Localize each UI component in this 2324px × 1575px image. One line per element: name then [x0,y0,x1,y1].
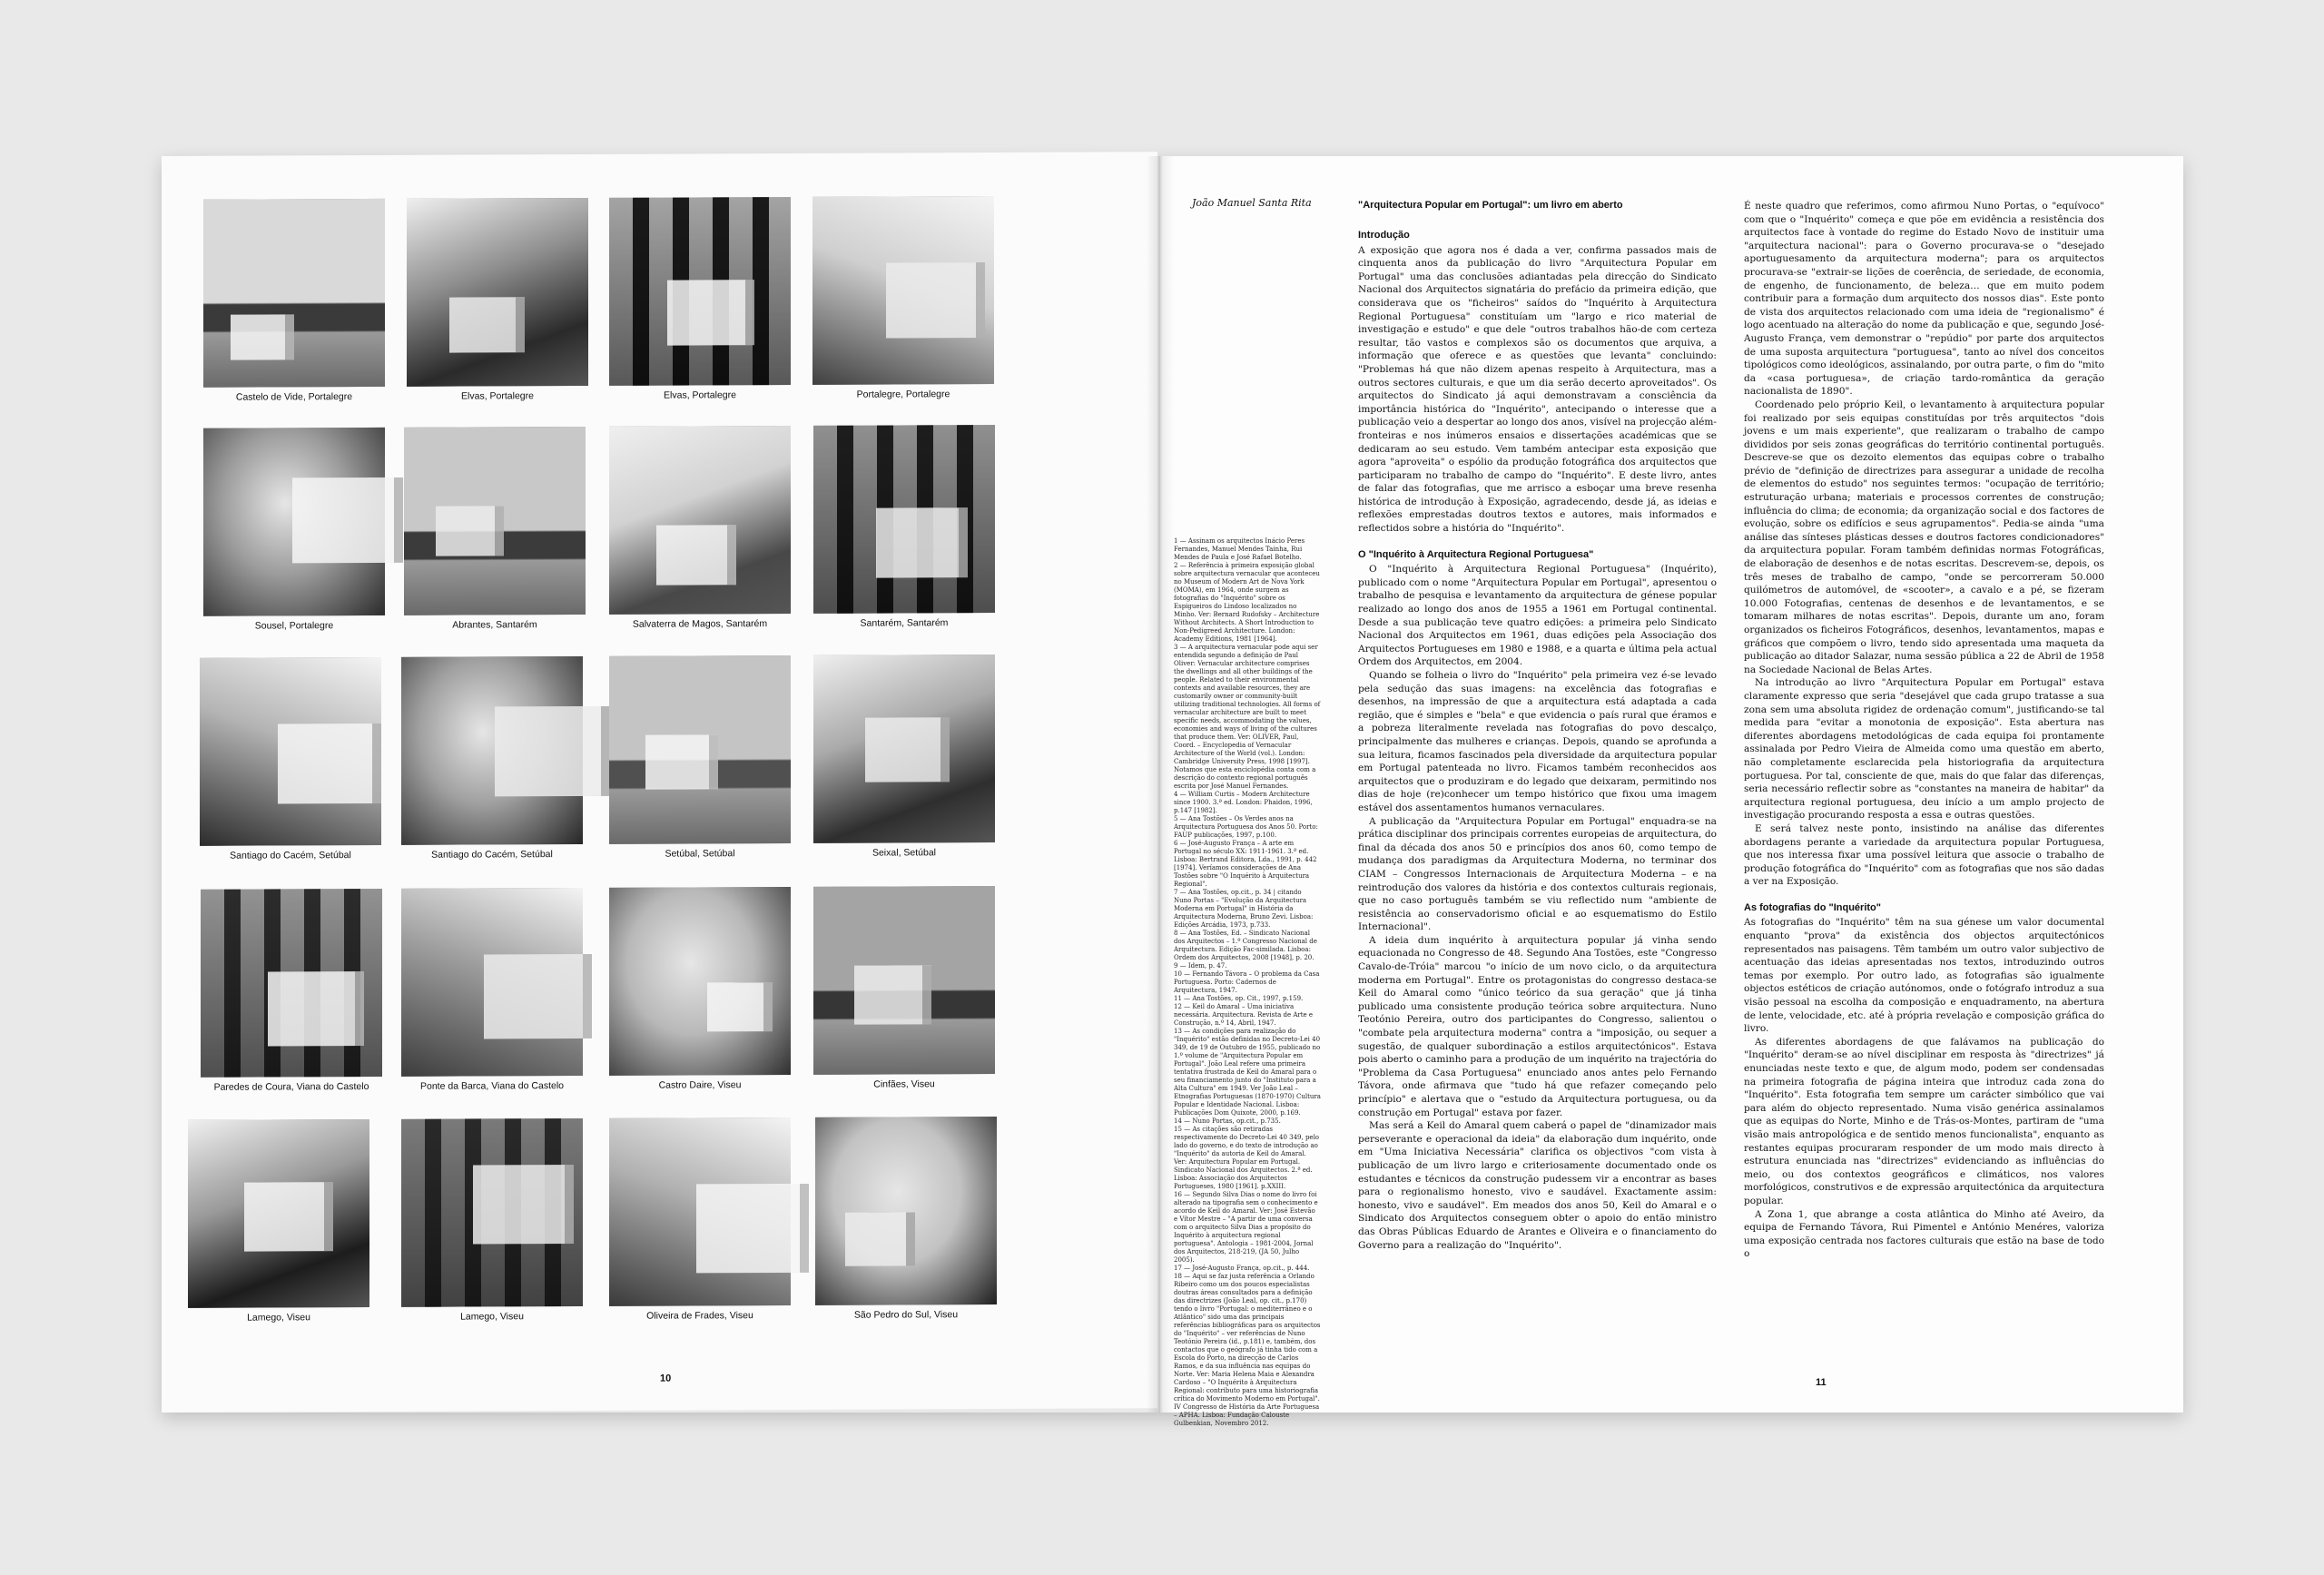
author-name: João Manuel Santa Rita [1192,197,1312,209]
text-column-2 [1744,200,2104,1261]
photo-caption: Lamego, Viseu [247,1312,310,1324]
paragraph: A Zona 1, que abrange a costa atlântica do Minho até Aveiro, da equipa de Fernando Távora, Rui Pimentel e António Menéres, valoriza uma exposição centrada nos factores culturais que estão na base de todo o [1744,1208,2104,1260]
photo-caption: Castro Daire, Viseu [658,1079,742,1091]
footnote: 15 — As citações são retiradas respectivamente do Decreto-Lei 40 349, pelo lado do governo, e do texto de introdução ao "Inquérito" da autoria de Keil do Amaral. Ver: Arquitectura Popular em Portugal. Sindicato Nacional dos Arquitectos. 2.ª ed. Lisboa: Associação dos Arquitectos Portugueses, 1980 [1961]. p.XXIII. [1174,1126,1320,1190]
paragraph: O "Inquérito à Arquitectura Regional Portuguesa" (Inquérito), publicado com o nome "Arquitectura Popular em Portugal", apresentou o trabalho de pesquisa e levantamento da arquitectura de génese popular realizado ao longo dos anos de 1955 a 1961 em Portugal continental. Desde a sua publicação teve quatro edições: a primeira pelo Sindicato Nacional dos Arquitectos em 1961, duas edições pela Associação dos Arquitectos Portugueses em 1980 e 1988, e a quarta e última pela actual Ordem dos Arquitectos, em 2004. [1358,564,1717,668]
paragraph: As diferentes abordagens de que falávamos na publicação do "Inquérito" deram-se ao nível disciplinar em resposta às "directrizes" já enunciadas neste texto e que, de algum modo, podem ser condensadas na primeira fotografia de página inteira que introduz cada zona do "Inquérito". Esta fotografia tem sempre um carácter simbólico que vai para além do objecto representado. Numa visão genérica assinalamos que as equipas do Norte, Minho e de Trás-os-Montes, partiram de "uma visão mais antropológica e de sentido menos funcionalista", enquanto as restantes equipas procuraram responder de um modo mais directo à estrutura enunciada nas "directrizes" evidenciando as influências do meio, ou dos contextos geográficos e climáticos, nos valores morfológicos, construtivos e de expressão arquitectónica da arquitectura popular. [1744,1036,2104,1206]
photo-9 [200,657,381,846]
paragraph: E será talvez neste ponto, insistindo na análise das diferentes abordagens perante a variedade da arquitectura popular Portuguesa, que nos interessa fixar uma possível leitura que associe o trabalho de produção fotográfica do "Inquérito" com as fotografias que nos são dadas a ver na Exposição. [1744,822,2104,888]
photo-caption: Lamego, Viseu [460,1311,524,1323]
footnote: 3 — A arquitectura vernacular pode aqui ser entendida segundo a definição de Paul Oliver: Vernacular architecture comprises the dwellings and all other buildings of the people. Related to their environmental contexts and available resources, they are customarily owner or community-built utilizing traditional technologies. All forms of vernacular architecture are built to meet specific needs, accommodating the values, economies and ways of living of the cultures that produce them. Ver: OLIVER, Paul, Coord. – Encyclopedia of Vernacular Architecture of the World (vol.). London: Cambridge University Press, 1998 [1997]. Notamos que esta enciclopédia conta com a descrição do contexto regional português escrita por José Manuel Fernandes. [1174,644,1321,790]
photo-caption: Castelo de Vide, Portalegre [235,391,353,403]
footnote: 2 — Referência à primeira exposição global sobre arquitectura vernacular que aconteceu no Museum of Modern Art de Nova York (MOMA), em 1964, onde surgem as fotografias do "Inquérito" sobre os Espigueiros do Lindoso localizados no Minho. Ver: Bernard Rudofsky – Architecture Without Architects. A Short Introduction to Non-Pedigreed Architecture. London: Academy Editions, 1981 [1964]. [1174,562,1320,643]
paragraph: A publicação da "Arquitectura Popular em Portugal" enquadra-se na prática disciplinar dos principais correntes europeias de arquitectura, do final da década dos anos 50 e princípios dos anos 60, como tempo de mudança dos paradigmas da Arquitectura Moderna, no terminar dos CIAM – Congressos Internacionais de Arquitectura Moderna – e na reintrodução dos valores da história e dos contextos culturais regionais, que no caso português também se viu reflectido num "ambiente de resistência ao conservadorismo oficial e ao esquematismo do Estilo Internacional". [1358,815,1717,933]
photo-caption: São Pedro do Sul, Viseu [853,1309,959,1321]
photo-14 [401,888,583,1077]
footnote: 9 — Idem, p. 47. [1174,962,1227,970]
photo-5 [203,428,385,616]
building-shape [865,717,950,782]
photo-15 [609,887,791,1076]
photo-caption: Cinfães, Viseu [873,1078,935,1090]
photo-caption: Santarém, Santarém [860,617,949,629]
photo-caption: Santiago do Cacém, Setúbal [230,850,351,861]
footnote: 7 — Ana Tostões, op.cit., p. 34 | citando Nuno Portas – "Evolução da Arquitectura Moderna em Portugal" in História da Arquitectura Moderna, Bruno Zevi. Lisboa: Edições Arcádia, 1973, p.733. [1174,889,1314,929]
footnote: 17 — José-Augusto França, op.cit., p. 444. [1174,1265,1310,1272]
building-shape [292,477,403,564]
photo-grid [162,152,1157,1324]
building-shape [707,982,773,1031]
building-shape [667,280,754,345]
building-shape [278,724,381,803]
photo-6 [404,427,586,615]
section-heading: Introdução [1358,230,1410,241]
footnote: 14 — Nuno Portas, op.cit., p.735. [1174,1117,1281,1125]
building-shape [886,262,985,338]
building-shape [484,954,592,1039]
photo-10 [401,656,583,845]
footnote: 16 — Segundo Silva Dias o nome do livro foi alterado na tipografia sem o conhecimento e acordo de Keil do Amaral. Ver: José Estevão e Vítor Mestre – "A partir de uma conversa com o arquitecto Silva Dias a propósito do Inquérito à arquitectura regional portuguesa". Antologia – 1981-2004, Jornal dos Arquitectos, 218-219, (JA 50, Julho 2005). [1174,1191,1318,1264]
photo-image [407,198,588,387]
footnote: 11 — Ana Tostões, op. Cit., 1997, p.159. [1174,995,1304,1002]
photo-caption: Oliveira de Frades, Viseu [646,1310,753,1322]
photo-caption: Salvaterra de Magos, Santarém [632,618,768,630]
building-shape [854,965,931,1024]
photo-image [609,887,791,1076]
paragraph: Coordenado pelo próprio Keil, o levantamento à arquitectura popular foi realizado por seis equipas constituídas por três arquitectos "dois jovens e um mais experiente", que realizaram o trabalho de campo divididos por seis zonas geográficas do território continental português. Descreve-se que os dezoito elementos das equipas cobre o trabalho prévio de "definição de directrizes para assegurar a unidade de recolha de elementos do estudo" nos seguintes termos: "ocupação de território; estruturação urbana; materiais e processos correntes de construção; influência do clima; de economia; da organização social e dos factores de evolução, sobre os edifícios e seus agrupamentos". Pedia-se ainda "uma análise das sínteses plásticas desses e doutros factores condicionadores" da arquitectura popular. Foram também definidas normas Fotográficas, de elaboração de desenhos e de notas escritas. Descrevem-se, depois, os três meses de trabalho de campo, "onde se percorreram 50.000 quilómetros de automóvel, de «scooter», a cavalo e a pé, se fizeram 10.000 Fotografias, centenas de desenhos e de levantamentos, e se tomaram milhares de notas escritas". Depois, durante um ano, foram organizados os ficheiros Fotográficos, desenhos, levantamentos, mapas e gráficos que compõem o livro, tendo sido apresentada uma maqueta da publicação ao ditador Salazar, numa sessão pública a 22 de Abril de 1958 na Sociedade Nacional de Belas Artes. [1744,399,2104,675]
footnote: 4 — William Curtis – Modern Architecture since 1900. 3.ª ed. London: Phaidon, 1996, p.147 [1982]. [1174,791,1313,814]
magazine-spread [162,156,2183,1427]
photo-13 [201,889,382,1078]
left-page [162,152,1157,1413]
photo-caption: Seixal, Setúbal [872,847,937,859]
building-shape [268,971,364,1046]
photo-1 [203,199,385,388]
building-shape [845,1212,915,1265]
photo-16 [813,886,995,1075]
photo-image [609,426,791,615]
building-shape [876,507,968,577]
paragraph: Quando se folheia o livro do "Inquérito" pela primeira vez é-se levado pela sedução das suas imagens: na excelência das fotografias e desenhos, na impressão de que a arquitectura está adaptada a cada região, que é simples e "bela" e que evidencia o país rural que éramos e a pobreza literalmente revelada nas fotografias do povo descalço, principalmente das mulheres e crianças. Depois, quando se aprofunda a sua leitura, ficamos fascinados pela diversidade da arquitectura popular em Portugal patenteada no livro. Ficamos também reconhecidos aos arquitectos que o produziram e do legado que deixaram, permitindo nos dias de hoje (re)conhecer um tempo histórico que fixou uma imagem estável dos assentamentos humanos vernaculares. [1358,670,1717,813]
footnote: 12 — Keil do Amaral – Uma iniciativa necessária. Arquitectura. Revista de Arte e Construção, n.º 14, Abril, 1947. [1174,1003,1314,1027]
building-shape [645,734,718,789]
photo-18 [401,1118,583,1307]
photo-caption: Abrantes, Santarém [452,619,537,631]
paragraph: Mas será a Keil do Amaral quem caberá o papel de "dinamizador mais perseverante e operacional da ideia" da elaboração dum inquérito, onde em "Uma Iniciativa Necessária" clarifica os objectivos "com vista à publicação de um livro largo e criteriosamente documentado onde os estudantes e técnicos da construção pudessem vir a encontrar as bases para o regionalismo honesto, vivo e saudável. Exactamente assim: honesto, vivo e saudável". Em meados dos anos 50, Keil do Amaral e o Sindicato dos Arquitectos conseguem obter o apoio do então ministro das Obras Públicas Eduardo de Arantes e Oliveira e o financiamento do Governo para a realização do "Inquérito". [1358,1120,1717,1251]
footnote: 13 — As condições para realização do "Inquérito" estão definidas no Decreto-Lei 40 349, de 19 de Outubro de 1955, publicado no 1.º volume de "Arquitectura Popular em Portugal". João Leal refere uma primeira tentativa frustrada de Keil do Amaral para o seu financiamento junto do "Instituto para a Alta Cultura" em 1949. Ver João Leal – Etnografias Portuguesas (1870-1970) Cultura Popular e Identidade Nacional. Lisboa: Publicações Dom Quixote, 2000, p.169. [1174,1028,1321,1117]
footnote: 5 — Ana Tostões – Os Verdes anos na Arquitectura Portuguesa dos Anos 50. Porto: FAUP publicações, 1997, p.100. [1174,815,1318,839]
photo-caption: Setúbal, Setúbal [665,848,735,860]
paragraph: Na introdução ao livro "Arquitectura Popular em Portugal" estava claramente expresso que seria "desejável que cada grupo tratasse a sua zona sem uma absoluta rigidez de ordenação comum", justificando-se tal medida para "evitar a monotonia de exposição". Esta abertura nas diferentes abordagens metodológicas de cada equipa foi prontamente assinalada por Pedro Vieira de Almeida como uma questão em aberto, não completamente esclarecida pela historiografia da arquitectura portuguesa. Por tal, consciente de que, mais do que falar das diferenças, seria necessário reflectir sobre as "constantes na maneira de habitar" da arquitectura regional portuguesa, deu início a um amplo projecto de investigação procurando resposta a essa e outras questões. [1744,677,2104,822]
photo-20 [815,1117,997,1305]
text-column-1 [1358,216,1717,1252]
building-shape [696,1184,809,1274]
photo-caption: Paredes de Coura, Viana do Castelo [213,1081,369,1093]
building-shape [231,314,294,359]
photo-caption: Santiago do Cacém, Setúbal [431,849,553,861]
photo-2 [407,198,588,387]
paragraph: As fotografias do "Inquérito" têm na sua génese um valor documental enquanto "prova" da existência dos objectos arquitectónicos representados nas paisagens. Têm também um outro valor subjectivo de acentuação das ideias apresentadas nos textos, introduzindo outros temas por exemplo. Por outro lado, as fotografias são igualmente objectos estéticos de criação autónomos, onde o fotógrafo introduz a sua visão pessoal na escolha da composição e enquadramento, na abertura de lente, velocidade, etc. até à própria revelação e composição gráfica do livro. [1744,917,2104,1035]
footnotes [1174,537,1321,1427]
photo-11 [609,655,791,844]
building-shape [449,297,525,352]
section-heading: O "Inquérito à Arquitectura Regional Portuguesa" [1358,548,1594,560]
photo-7 [609,426,791,615]
article-title: "Arquitectura Popular em Portugal": um livro em aberto [1358,200,1623,211]
photo-8 [813,425,995,614]
photo-caption: Sousel, Portalegre [254,620,334,632]
photo-caption: Portalegre, Portalegre [856,389,950,400]
paragraph: A exposição que agora nos é dada a ver, confirma passados mais de cinquenta anos da publicação do livro "Arquitectura Popular em Portugal" uma das conclusões adiantadas pela direcção do Sindicato Nacional dos Arquitectos signatária do prefácio da primeira edição, que considerava que os "ficheiros" saídos do "Inquérito à Arquitectura Regional Portuguesa" constituíam um "largo e rico material de investigação e estudo" e que dele "outros trabalhos hão-de com certeza resultar, tão vastos e complexos são os documentos que arquiva, a informação que oferece e as questões que levanta" concluindo: "Problemas há que não dizem apenas respeito à Arquitectura, mas a outros sectores culturais, e que um dia serão decerto aproveitados". Os arquitectos do Sindicato já aqui demonstravam a consciência da importância histórica do "Inquérito", antecipando o interesse que a publicação veio a despertar ao longo dos anos, visível na projecção além-fronteiras e nos inúmeros ensaios e dissertações académicas que se dedicaram ao seu estudo. Vem também antecipar esta exposição que agora "aproveita" o espólio da produção fotográfica dos arquitectos que participaram no trabalho de campo do "Inquérito". E deste livro, antes de falar das fotografias, que me arrisco a esboçar uma breve resenha histórica de introdução à Exposição, agradecendo, desde já, as ideias e reflexões emprestadas doutros textos e autores, mais informados e reflectidos sobre a história do "Inquérito". [1358,244,1717,535]
paragraph: É neste quadro que referimos, como afirmou Nuno Portas, o "equívoco" com que o "Inquérito" começa e que põe em evidência a resistência dos arquitectos face à vontade do regime do Estado Novo de instituir uma "arquitectura nacional": para o Governo procurava-se o "desejado aportuguesamento da arquitectura moderna"; para os arquitectos procurava-se "extrair-se lições de coerência, de seriedade, de economia, de engenho, de funcionamento, de beleza… que em muito podem contribuir para a formação dum arquitecto dos nossos dias". Este ponto de vista dos arquitectos relacionado com uma ideia de "regionalismo" é logo acentuado na alteração do nome da publicação e que, segundo José-Augusto França, vem demonstrar o "repúdio" por parte dos arquitectos de uma suposta arquitectura "portuguesa", tanto ao nível dos conceitos tipológicos como ideológicos, assinalando, por outra parte, o fim do "mito da «casa portuguesa», de criação tardo-romântica da geração nacionalista de 1890". [1744,201,2104,398]
photo-caption: Ponte da Barca, Viana do Castelo [420,1080,564,1092]
photo-caption: Elvas, Portalegre [461,390,534,402]
photo-17 [188,1119,369,1308]
page-number-right: 11 [1816,1377,1827,1388]
photo-12 [813,655,995,843]
building-shape [656,525,736,585]
page-number-left: 10 [660,1373,672,1384]
photo-4 [812,196,994,385]
building-shape [473,1165,574,1244]
footnote: 18 — Aqui se faz justa referência a Orlando Ribeiro como um dos poucos especialistas doutras áreas consultados para a definição das directrizes (João Leal, op. cit., p.170) tendo o livro "Portugal: o mediterrâneo e o Atlântico" sido uma das principais referências bibliográficas para os arquitectos do "Inquérito" – ver referências de Nuno Teotónio Pereira (id., p.181) e, também, dos contactos que o geógrafo já tinha tido com a Escola do Porto, na direcção de Carlos Ramos, e da sua influência nas equipas do Norte. Ver: Maria Helena Maia e Alexandra Cardoso – "O Inquérito à Arquitectura Regional: contributo para uma historiografia crítica do Movimento Moderno em Portugal". IV Congresso de História da Arte Portuguesa – APHA. Lisboa: Fundação Calouste Gulbenkian, Novembro 2012. [1174,1273,1321,1427]
photo-caption: Elvas, Portalegre [664,389,736,401]
photo-19 [609,1117,791,1306]
footnote: 1 — Assinam os arquitectos Inácio Peres Fernandes, Manuel Mendes Tainha, Rui Mendes de Paula e José Rafael Botelho. [1174,537,1305,561]
building-shape [436,506,504,556]
photo-image [815,1117,997,1305]
footnote: 8 — Ana Tostões, Ed. – Sindicato Nacional dos Arquitectos – 1.º Congresso Nacional de Arquitectura. Edição Fac-similada. Lisboa: Ordem dos Arquitectos, 2008 [1948], p. 20. [1174,930,1317,961]
footnote: 10 — Fernando Távora – O problema da Casa Portuguesa. Porto: Cadernos de Arquitectura, 1947. [1174,970,1320,994]
spine-shadow [1147,156,1174,1413]
section-heading: As fotografias do "Inquérito" [1744,901,1881,913]
building-shape [495,706,610,797]
footnote: 6 — José-Augusto França – A arte em Portugal no século XX: 1911-1961. 3.ª ed. Lisboa: Bertrand Editora, Lda., 1991, p. 442 [1974]. Veríamos considerações de Ana Tostões sobre "O Inquérito à Arquitectura Regional". [1174,840,1317,888]
paragraph: A ideia dum inquérito à arquitectura popular já vinha sendo equacionada no Congresso de 48. Segundo Ana Tostões, este "Congresso Cavalo-de-Tróia" marcou "o início de um novo ciclo, o da arquitectura moderna em Portugal". Entre os protagonistas do congresso destaca-se Keil do Amaral como "único teórico da sua geração" que já tinha publicado uma consistente produção teórica sobre arquitectura. Nuno Teotónio Pereira, outro dos participantes do Congresso, salientou o "combate pela arquitectura moderna" contra a "imposição, ou sequer a sugestão, de qualquer subordinação a estilos arquitectónicos". Estava pois aberto o caminho para a produção de um inquérito na trajectória do "Problema da Casa Portuguesa" enunciado anos antes pelo Fernando Távora, onde afirmava que "tudo há que refazer começando pelo princípio" e alertava que o "estudo da Arquitectura portuguesa, ou da construção em Portugal" estava por fazer. [1358,934,1717,1118]
photo-3 [609,197,791,386]
building-shape [244,1182,333,1251]
